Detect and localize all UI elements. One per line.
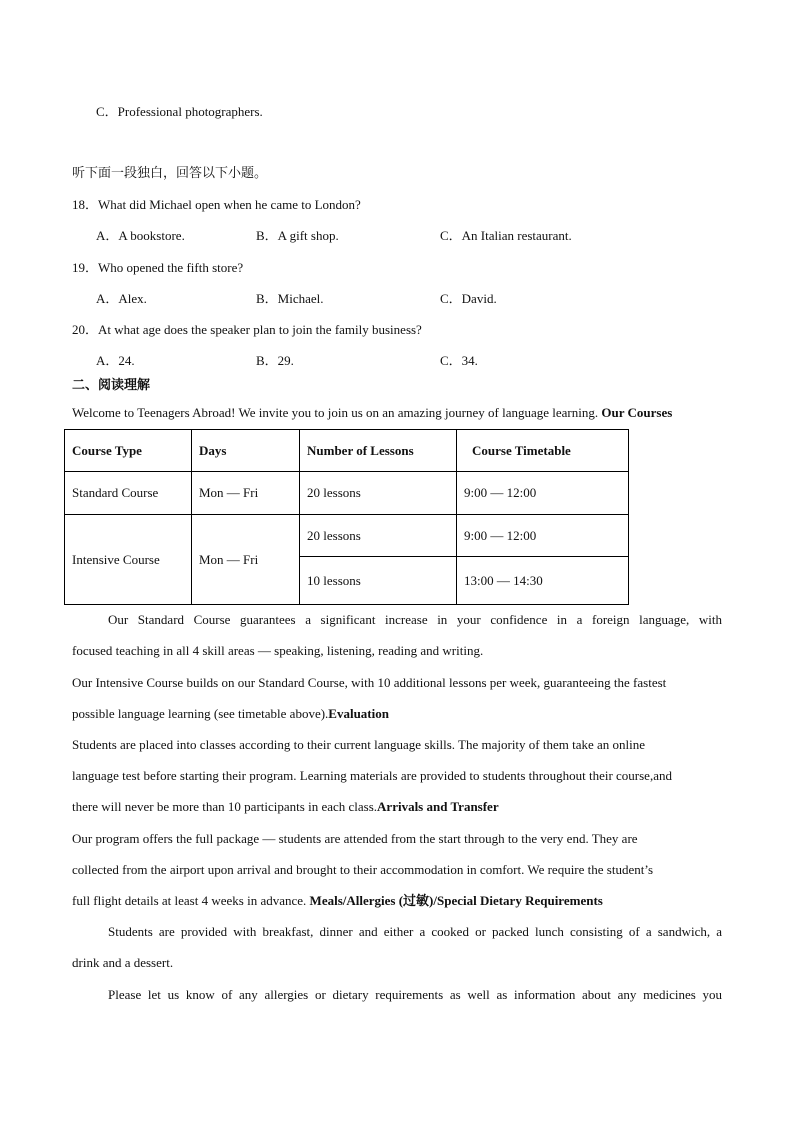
para-arrivals-line-1: Our program offers the full package — students are attended from the start through to the very end. They are	[72, 831, 638, 846]
para-arrivals-line-3: full flight details at least 4 weeks in advance.	[72, 893, 307, 908]
para-meals-line-1: Students are provided with breakfast, dinner and either a cooked or packed lunch consisting of a sandwich, a	[108, 924, 722, 939]
intensive-course-time-2: 13:00 — 14:30	[457, 557, 629, 605]
para-intensive-line-2: possible language learning (see timetable above).	[72, 706, 329, 721]
question-20-option-b: B．29.	[256, 353, 294, 368]
standard-course-lessons: 20 lessons	[300, 472, 457, 515]
listening-section-intro: 听下面一段独白，回答以下小题。	[72, 166, 268, 181]
intensive-course-time-1: 9:00 — 12:00	[457, 515, 629, 557]
para-eval-line-3-wrap	[72, 799, 499, 815]
question-20-option-a: A．24.	[96, 353, 135, 368]
para-arrivals-line-3-wrap	[72, 893, 603, 909]
question-18-stem: 18．What did Michael open when he came to London?	[72, 197, 361, 212]
q17-option-c: C．Professional photographers.	[96, 104, 263, 119]
para-arrivals-line-2: collected from the airport upon arrival and brought to their accommodation in comfort. We require the student’s	[72, 862, 654, 877]
question-18-option-a: A．A bookstore.	[96, 228, 185, 243]
header-number-of-lessons: Number of Lessons	[300, 430, 457, 472]
para-eval-line-2: language test before starting their program. Learning materials are provided to students throughout their course,and	[72, 768, 672, 783]
para-standard-line-1: Our Standard Course guarantees a significant increase in your confidence in a foreign language, with	[108, 612, 722, 627]
reading-section-heading: 二、阅读理解	[72, 378, 151, 393]
para-intensive-line-1: Our Intensive Course builds on our Standard Course, with 10 additional lessons per week, guaranteeing the fastest	[72, 675, 667, 690]
question-18-option-b: B．A gift shop.	[256, 228, 339, 243]
question-20-stem: 20．At what age does the speaker plan to join the family business?	[72, 322, 422, 337]
evaluation-heading: Evaluation	[328, 706, 389, 721]
para-meals-line-2: drink and a dessert.	[72, 955, 174, 970]
standard-course-time: 9:00 — 12:00	[457, 472, 629, 515]
intro-text: Welcome to Teenagers Abroad! We invite you to join us on an amazing journey of language learning.	[72, 405, 599, 420]
header-course-timetable: Course Timetable	[457, 430, 629, 472]
meals-heading: Meals/Allergies (过敏)/Special Dietary Requirements	[309, 893, 603, 908]
question-19-option-c: C．David.	[440, 291, 497, 306]
para-eval-line-1: Students are placed into classes according to their current language skills. The majority of them take an online	[72, 737, 646, 752]
standard-course-days: Mon — Fri	[192, 472, 300, 515]
para-allergy-line-1: Please let us know of any allergies or dietary requirements as well as information about any medicines you	[108, 987, 722, 1002]
our-courses-heading: Our Courses	[601, 405, 673, 420]
para-eval-line-3: there will never be more than 10 participants in each class.	[72, 799, 378, 814]
para-standard-line-2: focused teaching in all 4 skill areas — speaking, listening, reading and writing.	[72, 643, 484, 658]
question-18-option-c: C．An Italian restaurant.	[440, 228, 572, 243]
question-19-option-a: A．Alex.	[96, 291, 147, 306]
table-row-standard	[65, 472, 629, 515]
header-days: Days	[192, 430, 300, 472]
standard-course-type: Standard Course	[65, 472, 192, 515]
intensive-course-lessons-1: 20 lessons	[300, 515, 457, 557]
header-course-type: Course Type	[65, 430, 192, 472]
intensive-course-type: Intensive Course	[65, 515, 192, 605]
intro-line	[72, 405, 672, 421]
arrivals-heading: Arrivals and Transfer	[377, 799, 499, 814]
intensive-course-days: Mon — Fri	[192, 515, 300, 605]
table-row-intensive-1	[65, 515, 629, 557]
course-table-header-row	[65, 430, 629, 472]
para-intensive-line-2-wrap	[72, 706, 389, 722]
intensive-course-lessons-2: 10 lessons	[300, 557, 457, 605]
question-19-option-b: B．Michael.	[256, 291, 324, 306]
course-table	[64, 429, 629, 605]
question-20-option-c: C．34.	[440, 353, 478, 368]
question-19-stem: 19．Who opened the fifth store?	[72, 260, 244, 275]
